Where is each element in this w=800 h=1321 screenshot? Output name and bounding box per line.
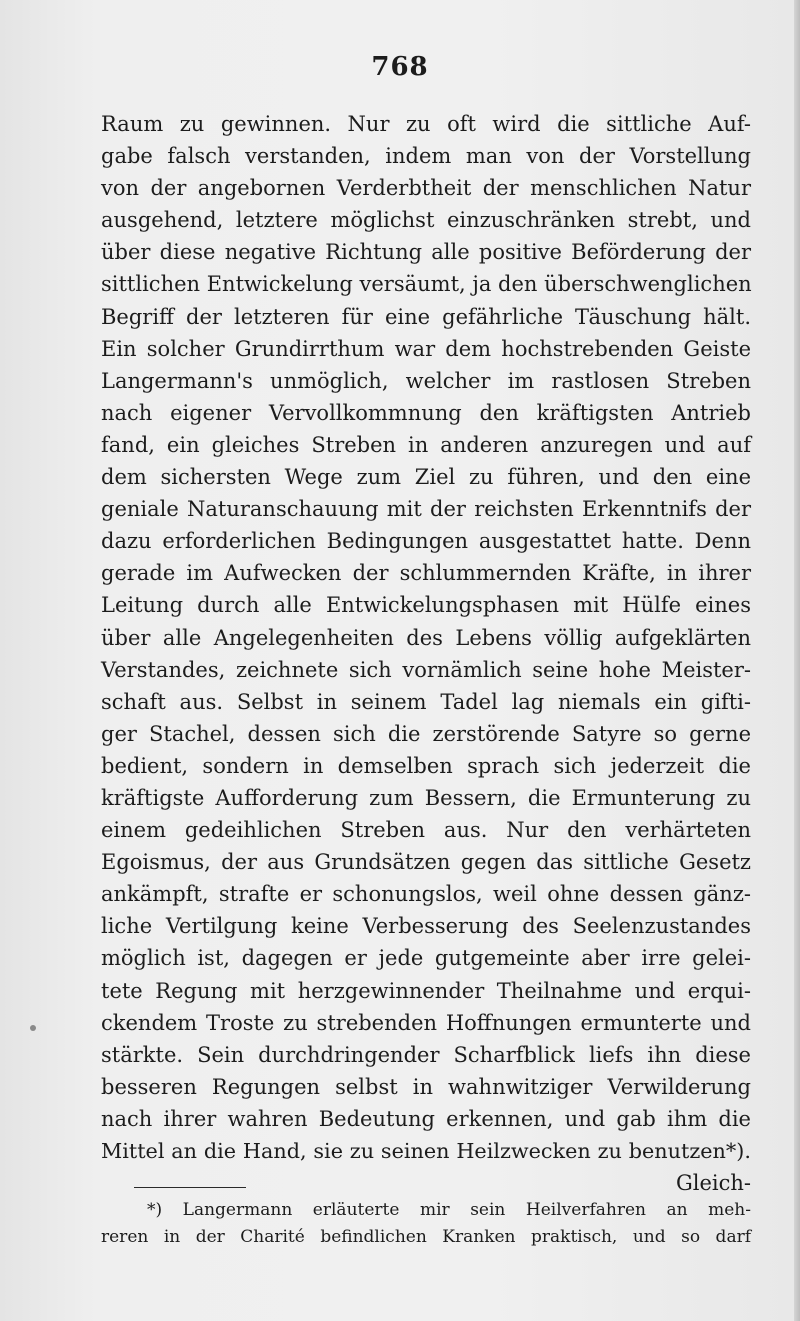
text-line: Leitung durch alle Entwickelungsphasen mit Hülfe eines [101,593,751,618]
text-line: fand, ein gleiches Streben in anderen anzuregen und auf [101,432,751,457]
footnote-line: reren in der Charité befindlichen Kranken praktisch, und so darf [101,1227,751,1247]
text-line: Ein solcher Grundirrthum war dem hochstrebenden Geiste [101,336,751,361]
text-line: ckendem Troste zu strebenden Hoffnungen ermunterte und [101,1010,751,1035]
text-line: über alle Angelegenheiten des Lebens völlig aufgeklärten [101,625,751,650]
text-line: tete Regung mit herzgewinnender Theilnahme und erqui- [101,978,751,1003]
footnote [101,1197,751,1251]
text-line: Verstandes, zeichnete sich vornämlich seine hohe Meister- [101,657,751,682]
text-line: schaft aus. Selbst in seinem Tadel lag niemals ein gifti- [101,689,751,714]
text-line: kräftigste Aufforderung zum Bessern, die Ermunterung zu [101,785,751,810]
text-line: bedient, sondern in demselben sprach sich jederzeit die [101,753,751,778]
text-line: Langermann's unmöglich, welcher im rastlosen Streben [101,368,751,393]
text-line: von der angebornen Verderbtheit der menschlichen Natur [101,176,751,201]
text-line: besseren Regungen selbst in wahnwitziger Verwilderung [101,1074,751,1099]
page-edge-shadow [794,0,800,1321]
text-line: gerade im Aufwecken der schlummernden Kräfte, in ihrer [101,561,751,586]
footnote-line: *) Langermann erläuterte mir sein Heilverfahren an meh- [147,1200,751,1220]
text-line: sittlichen Entwickelung versäumt, ja den überschwenglichen [101,272,752,297]
paper-speck [30,1025,36,1031]
text-line: ankämpft, strafte er schonungslos, weil ohne dessen gänz- [101,882,751,907]
text-line: Raum zu gewinnen. Nur zu oft wird die sittliche Auf- [101,112,751,136]
text-line: geniale Naturanschauung mit der reichsten Erkenntnifs der [101,497,751,522]
footnote-rule [134,1187,246,1188]
text-line: gabe falsch verstanden, indem man von der Vorstellung [101,144,751,169]
text-line: Egoismus, der aus Grundsätzen gegen das sittliche Gesetz [101,850,751,875]
text-line: dazu erforderlichen Bedingungen ausgestattet hatte. Denn [101,529,751,554]
text-line: nach eigener Vervollkommnung den kräftigsten Antrieb [101,400,751,425]
text-line: Begriff der letzteren für eine gefährliche Täuschung hält. [101,304,751,329]
text-line: einem gedeihlichen Streben aus. Nur den verhärteten [101,818,751,843]
catchword: Gleich- [675,1171,751,1196]
text-line: liche Vertilgung keine Verbesserung des Seelenzustandes [101,914,751,939]
text-line: Mittel an die Hand, sie zu seinen Heilzwecken zu benutzen*). [101,1139,751,1163]
text-line: nach ihrer wahren Bedeutung erkennen, und gab ihm die [101,1106,751,1131]
text-line: ausgehend, letztere möglichst einzuschränken strebt, und [101,208,751,233]
text-line: über diese negative Richtung alle positive Beförderung der [101,240,751,265]
text-line: möglich ist, dagegen er jede gutgemeinte aber irre gelei- [101,946,751,971]
page-number: 768 [371,52,429,82]
text-line: ger Stachel, dessen sich die zerstörende Satyre so gerne [101,721,751,746]
body-text [101,108,751,1199]
text-line: stärkte. Sein durchdringender Scharfblick liefs ihn diese [101,1042,751,1067]
text-line: dem sichersten Wege zum Ziel zu führen, und den eine [101,465,751,490]
